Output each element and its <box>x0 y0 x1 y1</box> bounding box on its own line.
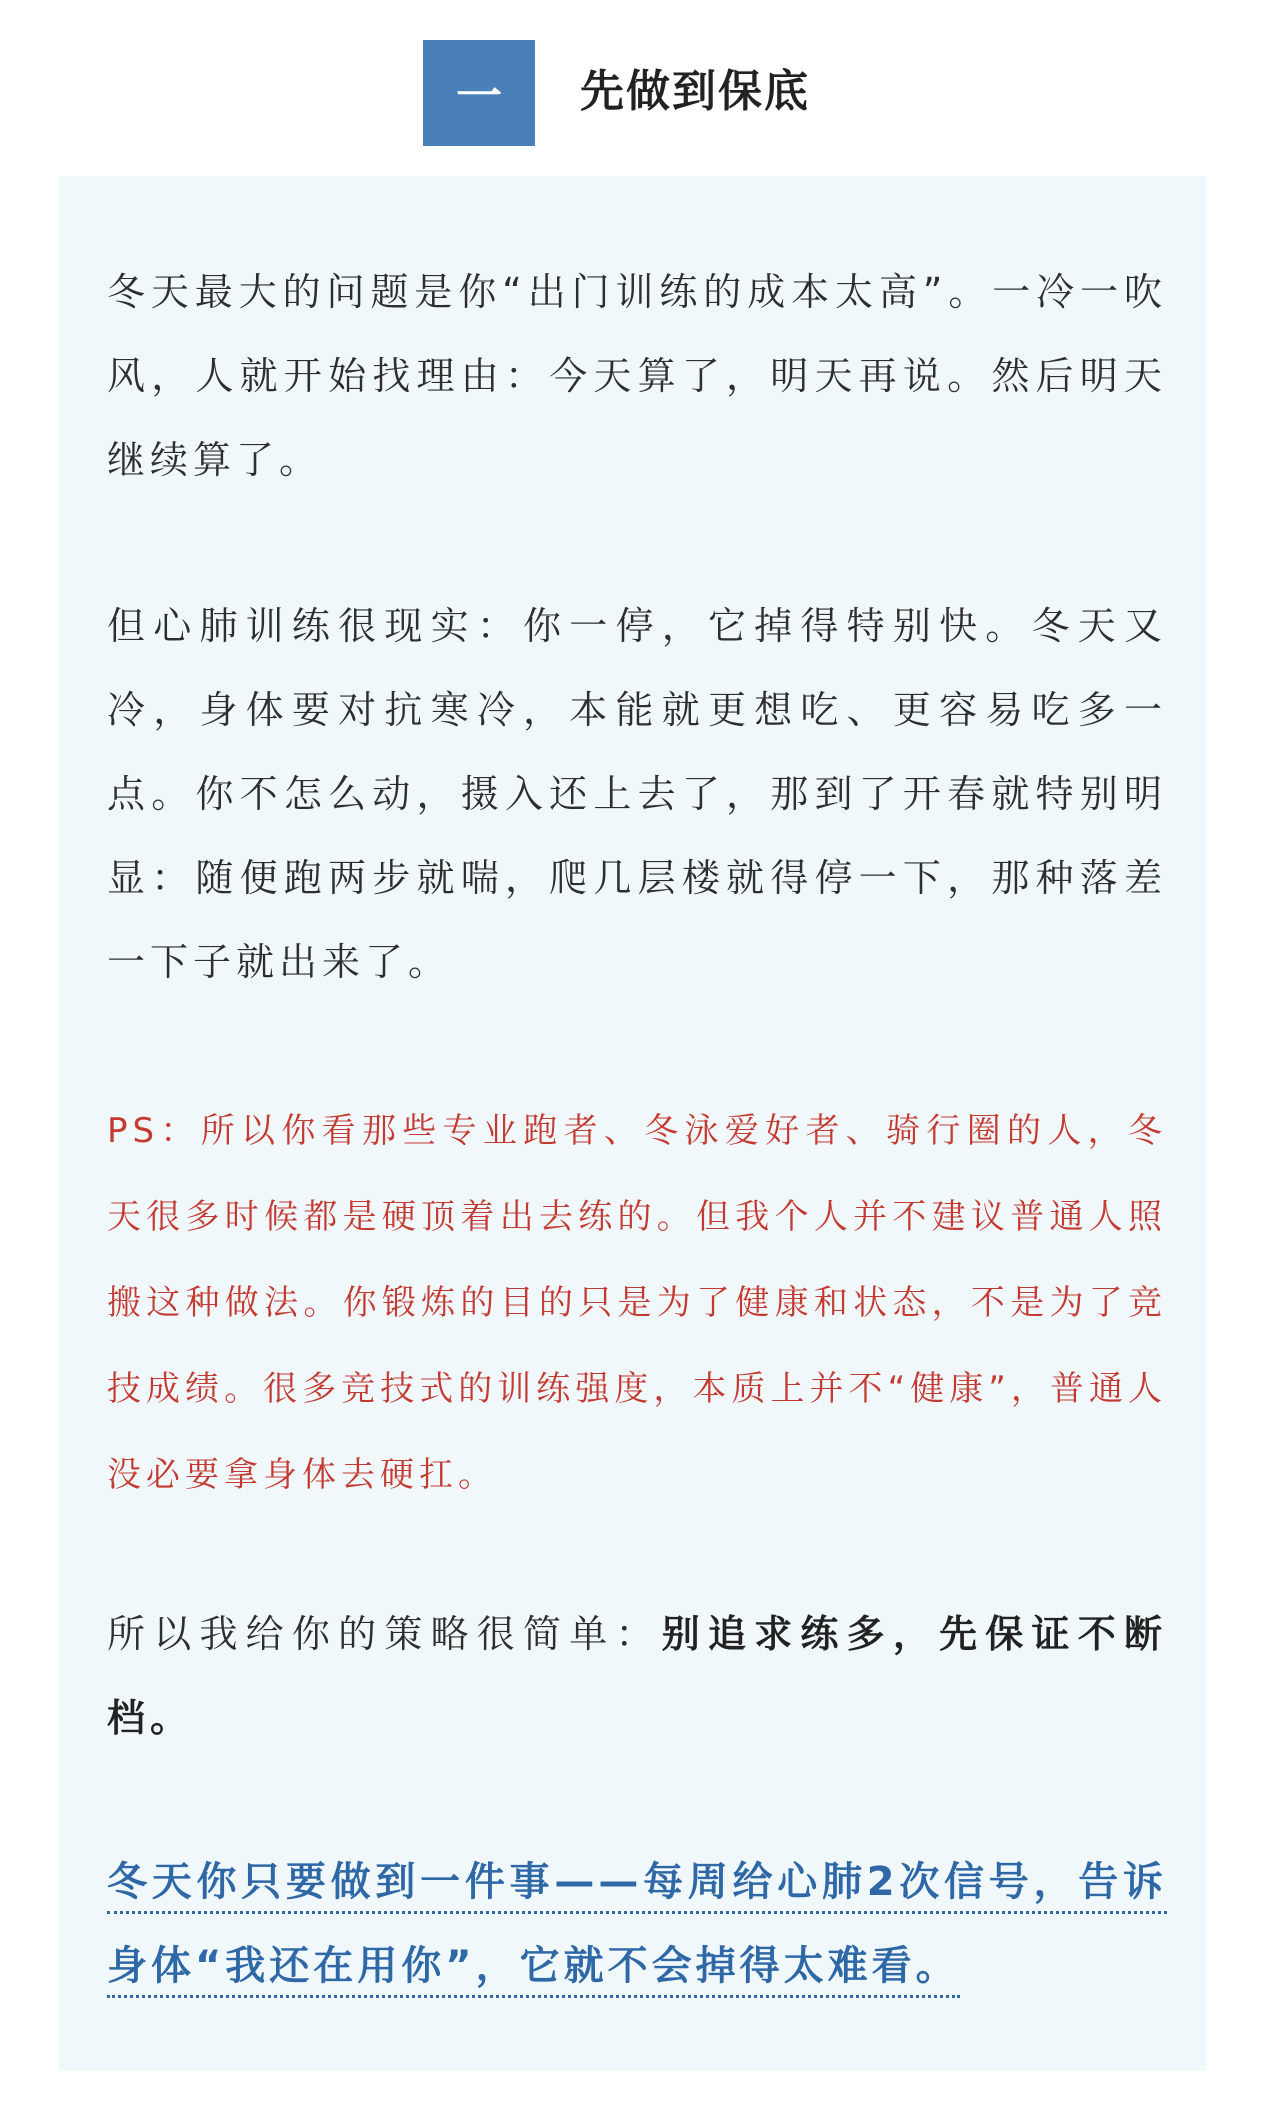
highlight-quote <box>107 1840 1167 2008</box>
section-number-badge: 一 <box>423 40 535 146</box>
strategy-prefix: 所以我给你的策略很简单： <box>107 1612 662 1656</box>
paragraph-cardio: 但心肺训练很现实：你一停，它掉得特别快。冬天又冷，身体要对抗寒冷，本能就更想吃、更容易吃多一点。你不怎么动，摄入还上去了，那到了开春就特别明显：随便跑两步就喘，爬几层楼就得停一下，那种落差一下子就出来了。 <box>107 604 1167 984</box>
highlight-text: 冬天你只要做到一件事——每周给心肺2次信号，告诉身体“我还在用你”，它就不会掉得太难看。 <box>107 1859 1167 1998</box>
section-title: 先做到保底 <box>580 66 810 117</box>
ps-note: PS：所以你看那些专业跑者、冬泳爱好者、骑行圈的人，冬天很多时候都是硬顶着出去练的。但我个人并不建议普通人照搬这种做法。你锻炼的目的只是为了健康和状态，不是为了竞技成绩。很多竞技式的训练强度，本质上并不“健康”，普通人没必要拿身体去硬扛。 <box>107 1111 1167 1495</box>
paragraph-strategy <box>107 1592 1167 1760</box>
section-heading <box>0 40 1264 150</box>
strategy-bold: 别追求练多，先保证不断档。 <box>107 1612 1167 1740</box>
content-card <box>59 176 1206 2071</box>
paragraph-intro: 冬天最大的问题是你“出门训练的成本太高”。一冷一吹风，人就开始找理由：今天算了，明天再说。然后明天继续算了。 <box>107 270 1167 482</box>
